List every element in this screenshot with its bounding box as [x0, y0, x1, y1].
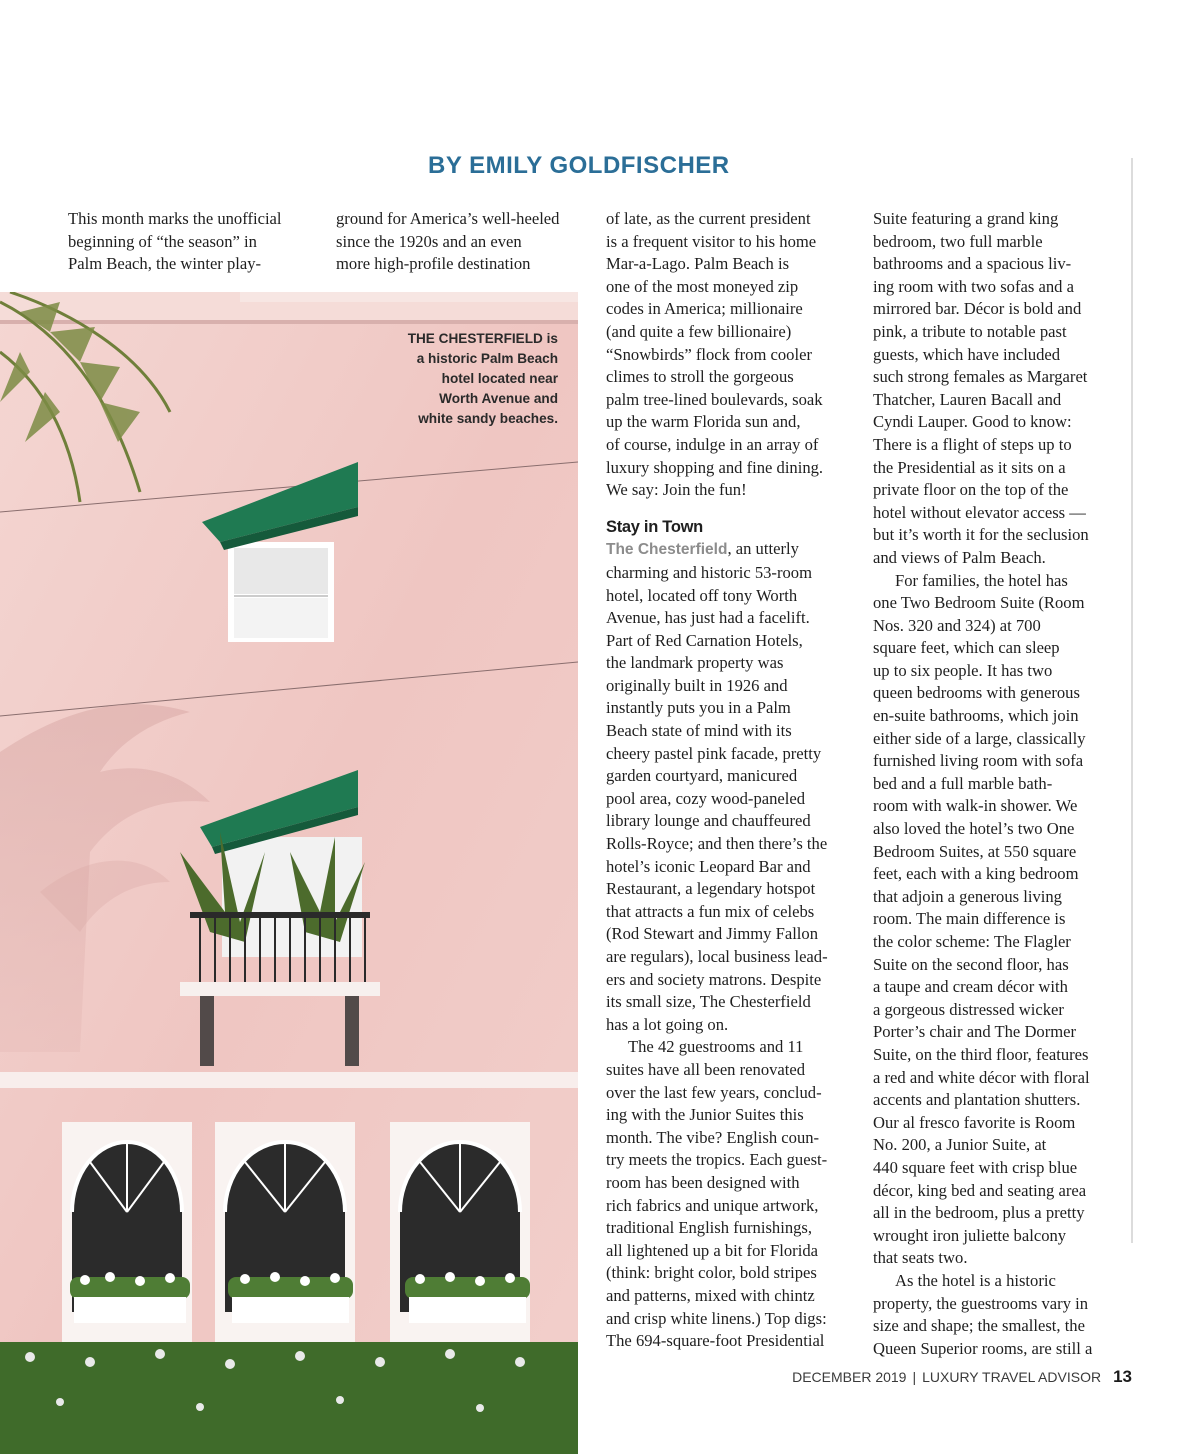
- right-edge-rule: [1131, 158, 1133, 1243]
- column-1: This month marks the unofficial beginning of “the season” in Palm Beach, the winter play-: [68, 209, 282, 274]
- page-footer: [792, 1367, 1132, 1387]
- byline: BY EMILY GOLDFISCHER: [428, 152, 730, 179]
- photo-caption: THE CHESTERFIELD is a historic Palm Beach hotel located near Worth Avenue and white sandy beaches.: [407, 331, 558, 426]
- column-2: ground for America’s well-heeled since the 1920s and an even more high-profile destination: [336, 209, 560, 274]
- footer-separator: |: [912, 1369, 917, 1385]
- publication-name: LUXURY TRAVEL ADVISOR: [922, 1369, 1102, 1385]
- column-4: Suite featuring a grand king bedroom, two full marble bathrooms and a spacious liv- ing room with two sofas and a mirrored bar. Décor is bold and pink, a tribute to notable past guests, which have included such strong females as Margaret Thatcher, Lauren Bacall and Cyndi Lauper. Good to know: There is a flight of steps up to the Presidential as it sits on a private floor on the top of the hotel without elevator access — but it’s worth it for the seclusion and views of Palm Beach. For families, the hotel has one Two Bedroom Suite (Room Nos. 320 and 324) at 700 square feet, which can sleep up to six people. It has two queen bedrooms with generous en-suite bathrooms, which join either side of a large, classically furnished living room with sofa bed and a full marble bath- room with walk-in shower. We also loved the hotel’s two One Bedroom Suites, at 550 square feet, each with a king bedroom that adjoin a generous living room. The main difference is the color scheme: The Flagler Suite on the second floor, has a taupe and cream décor with a gorgeous distressed wicker Porter’s chair and The Dormer Suite, on the third floor, features a red and white décor with floral accents and plantation shutters. Our al fresco favorite is Room No. 200, a Junior Suite, at 440 square feet with crisp blue décor, king bed and seating area all in the bedroom, plus a pretty wrought iron juliette balcony that seats two. As the hotel is a historic property, the guestrooms vary in size and shape; the smallest, the Queen Superior rooms, are still a: [873, 209, 1093, 1358]
- hotel-facade-photo: [0, 292, 578, 1454]
- lead-hotel-name: The Chesterfield: [606, 541, 728, 559]
- issue-date: DECEMBER 2019: [792, 1369, 907, 1385]
- section-heading: Stay in Town: [606, 517, 703, 536]
- column-3: of late, as the current president is a frequent visitor to his home Mar-a-Lago. Palm Beach is one of the most moneyed zip codes in America; millionaire (and quite a few billionaire) “Snowbirds” flock from cooler climes to stroll the gorgeous palm tree-lined boulevards, soak up the warm Florida sun and, of course, indulge in an array of luxury shopping and fine dining. We say: Join the fun! Stay in Town The Chesterfield, an utterly charming and historic 53-room hotel, located off tony Worth Avenue, has just had a facelift. Part of Red Carnation Hotels, the landmark property was originally built in 1926 and instantly puts you in a Palm Beach state of mind with its cheery pastel pink facade, pretty garden courtyard, manicured pool area, cozy wood-paneled library lounge and chauffeured Rolls-Royce; and then there’s the hotel’s iconic Leopard Bar and Restaurant, a legendary hotspot that attracts a fun mix of celebs (Rod Stewart and Jimmy Fallon are regulars), local business lead- ers and society matrons. Despite its small size, The Chesterfield has a lot going on. The 42 guestrooms and 11 suites have all been renovated over the last few years, conclud- ing with the Junior Suites this month. The vibe? English coun- try meets the tropics. Each guest- room has been designed with rich fabrics and unique artwork, traditional English furnishings, all lightened up a bit for Florida (think: bright color, bold stripes and patterns, mixed with chintz and crisp white linens.) Top digs: The 694-square-foot Presidential: [606, 209, 828, 1351]
- page-number: 13: [1113, 1367, 1132, 1386]
